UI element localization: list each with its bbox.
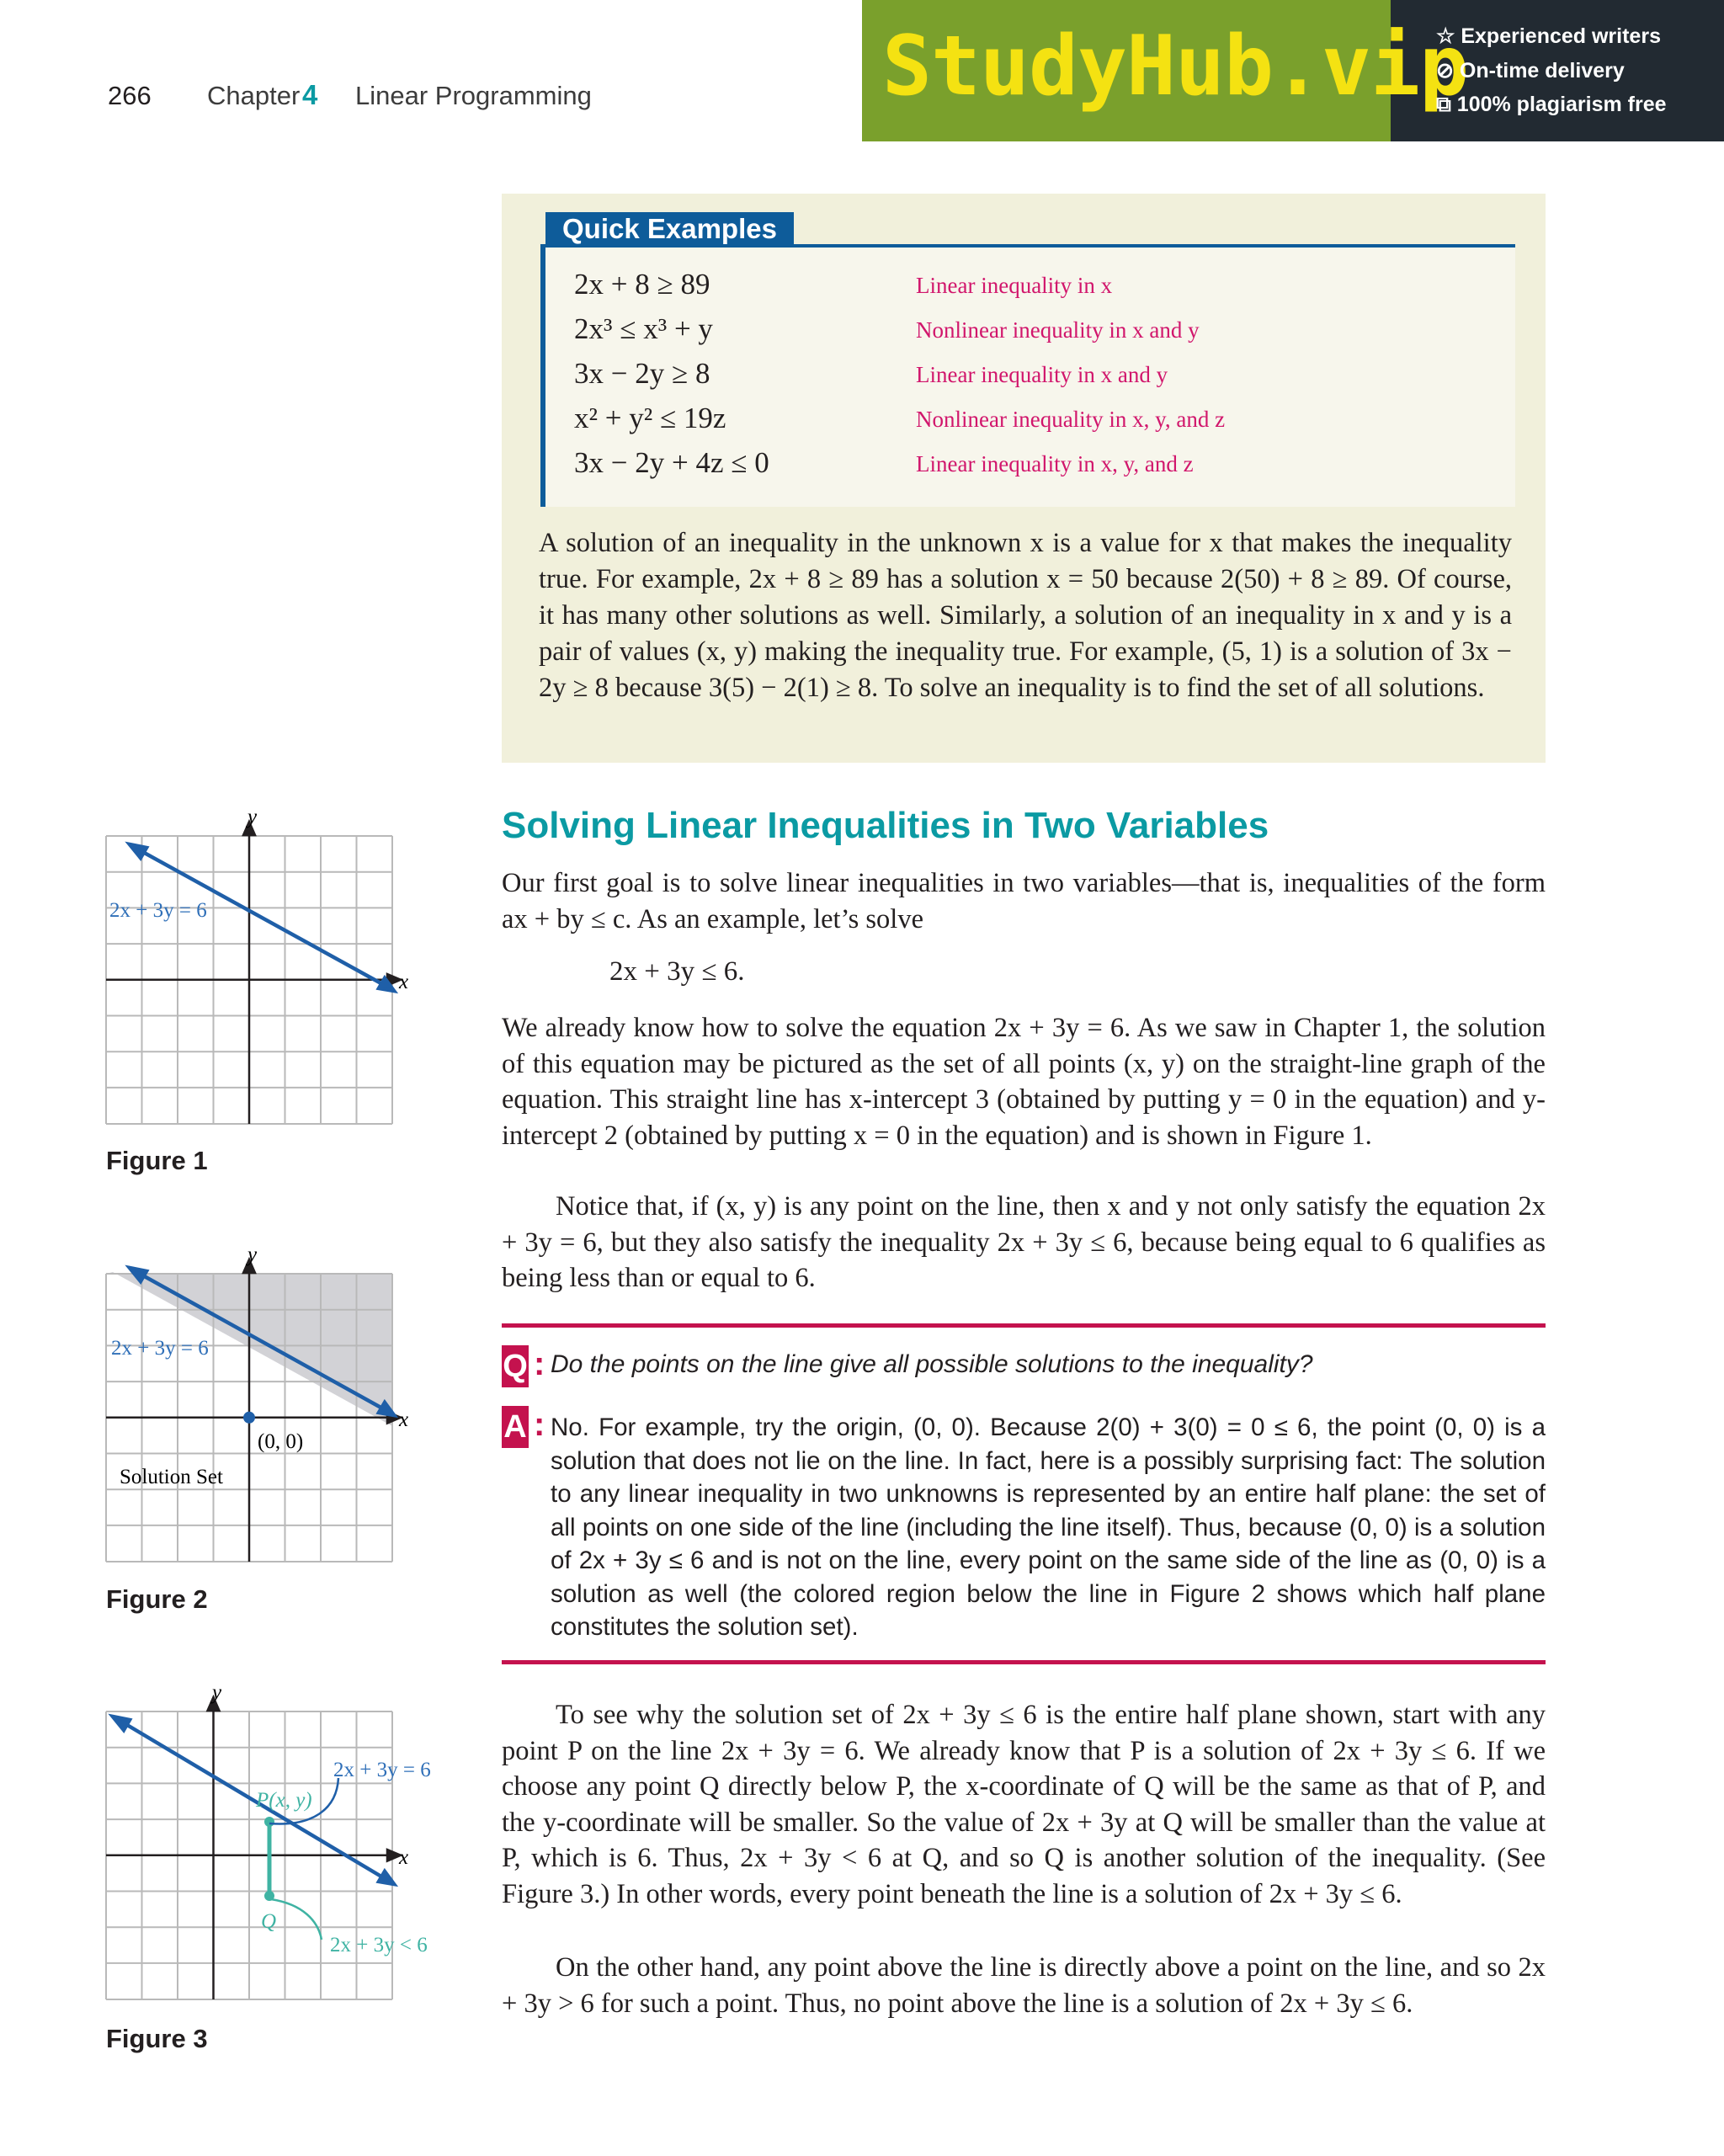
y-axis-label: y	[247, 1246, 258, 1266]
x-axis-label: x	[399, 1846, 409, 1869]
figure-1-graph	[93, 808, 429, 1137]
studyhub-banner[interactable]	[862, 0, 1724, 141]
banner-feature-delivery: ⊘ On-time delivery	[1436, 59, 1625, 83]
question-text: Do the points on the line give all possible solutions to the inequality?	[551, 1350, 1313, 1378]
example-expression: x² + y² ≤ 19z	[574, 402, 726, 434]
qa-top-rule	[502, 1323, 1546, 1328]
banner-feature-plagiarism: ⧉ 100% plagiarism free	[1436, 93, 1667, 116]
example-expression: 2x³ ≤ x³ + y	[574, 312, 713, 345]
line-2x-3y-6	[113, 1717, 394, 1884]
page-number: 266	[108, 81, 152, 110]
y-axis-label: y	[247, 808, 258, 828]
q-label: Q	[261, 1910, 277, 1933]
y-axis-label: y	[212, 1684, 222, 1704]
example-description: Linear inequality in x and y	[916, 362, 1168, 387]
q-badge: Q	[502, 1345, 529, 1387]
chapter-number: 4	[302, 79, 318, 110]
solution-set-label: Solution Set	[120, 1466, 223, 1488]
figure-2-caption: Figure 2	[106, 1584, 208, 1614]
example-description: Linear inequality in x	[916, 273, 1113, 298]
inequality-label-pointer	[271, 1899, 322, 1940]
quick-examples-title: Quick Examples	[545, 212, 794, 246]
x-axis-label: x	[399, 971, 409, 993]
solution-definition-paragraph: A solution of an inequality in the unknown x is a value for x that makes the inequality true. For example, 2x + 8 ≥ 89 has a solution x = 50 because 2(50) + 8 ≥ 89. Of course, it has many other solutions as well. Similarly, a solution of an inequality in x and y is a pair of values (x, y) making the inequality true. For example, (5, 1) is a solution of 3x − 2y ≥ 8 because 3(5) − 2(1) ≥ 8. To solve an inequality is to find the set of all solutions.	[539, 528, 1512, 703]
body-paragraph: To see why the solution set of 2x + 3y ≤ 6 is the entire half plane shown, start with any point P on the line 2x + 3y = 6. We already know that P is a solution of 2x + 3y ≤ 6. If we choose any point Q directly below P, the x-coordinate of Q will be the same as that of P, and the y-coordinate will be smaller. So the value of 2x + 3y at Q will be smaller than the value at P, which is 6. Thus, 2x + 3y < 6 at Q, and so Q is another solution of the inequality. (See Figure 3.) In other words, every point beneath the line is a solution of 2x + 3y ≤ 6.	[502, 1700, 1546, 1909]
origin-point	[243, 1412, 255, 1424]
chapter-label: Chapter	[207, 81, 301, 110]
banner-brand-text: StudyHub.vip	[882, 19, 1469, 114]
line-label: 2x + 3y = 6	[333, 1759, 431, 1781]
a-colon: :	[534, 1406, 545, 1443]
example-description: Nonlinear inequality in x and y	[916, 317, 1200, 343]
a-badge: A	[502, 1406, 529, 1448]
qa-bottom-rule	[502, 1660, 1546, 1664]
q-colon: :	[534, 1345, 545, 1382]
inequality-label: 2x + 3y < 6	[330, 1934, 428, 1956]
p-label: P(x, y)	[256, 1789, 312, 1812]
line-label: 2x + 3y = 6	[109, 899, 207, 922]
body-paragraph: We already know how to solve the equation 2x + 3y = 6. As we saw in Chapter 1, the solution of this equation may be pictured as the set of all points (x, y) on the straight-line graph of the equation. This straight line has x-intercept 3 (obtained by putting y = 0 in the equation) and y-intercept 2 (obtained by putting x = 0 in the equation) and is shown in Figure 1.	[502, 1013, 1546, 1151]
body-paragraph: Our first goal is to solve linear inequalities in two variables—that is, inequalities of the form ax + by ≤ c. As an example, let’s solve	[502, 868, 1546, 934]
line-label: 2x + 3y = 6	[111, 1337, 209, 1360]
x-axis-label: x	[399, 1408, 409, 1431]
body-paragraph: On the other hand, any point above the line is directly above a point on the line, and so 2x + 3y > 6 for such a point. Thus, no point above the line is a solution of 2x + 3y ≤ 6.	[502, 1952, 1546, 2019]
body-paragraph: Notice that, if (x, y) is any point on the line, then x and y not only satisfy the equation 2x + 3y = 6, but they also satisfy the inequality 2x + 3y ≤ 6, because being equal to 6 qualifies as being less than or equal to 6.	[502, 1191, 1546, 1293]
example-expression: 2x + 8 ≥ 89	[574, 268, 710, 301]
answer-text: No. For example, try the origin, (0, 0). Because 2(0) + 3(0) = 0 ≤ 6, the point (0, 0) is a solution that does not lie on the line. In fact, here is a possibly surprising fact: The solution to any linear inequality in two unknowns is represented by an entire half plane: the set of all points on one side of the line (including the line itself). Thus, because (0, 0) is a solution of 2x + 3y ≤ 6 and is not on the line, every point on the same side of the line as (0, 0) is a solution as well (the colored region below the line in Figure 2 shows which half plane constitutes the solution set).	[551, 1413, 1546, 1641]
example-description: Nonlinear inequality in x, y, and z	[916, 407, 1226, 432]
section-heading: Solving Linear Inequalities in Two Variables	[502, 805, 1269, 846]
chapter-title: Linear Programming	[355, 81, 592, 110]
point-p	[264, 1817, 274, 1827]
figure-1-caption: Figure 1	[106, 1146, 208, 1175]
origin-label: (0, 0)	[258, 1430, 304, 1453]
banner-feature-writers: ☆ Experienced writers	[1436, 24, 1661, 48]
example-expression: 3x − 2y + 4z ≤ 0	[574, 446, 769, 479]
example-expression: 3x − 2y ≥ 8	[574, 357, 710, 390]
quick-examples-side-rule	[540, 244, 545, 507]
example-description: Linear inequality in x, y, and z	[916, 451, 1194, 476]
figure-2-graph	[93, 1246, 429, 1574]
figure-3-caption: Figure 3	[106, 2024, 208, 2053]
display-equation: 2x + 3y ≤ 6.	[609, 956, 745, 987]
figure-3-graph	[93, 1684, 463, 2012]
